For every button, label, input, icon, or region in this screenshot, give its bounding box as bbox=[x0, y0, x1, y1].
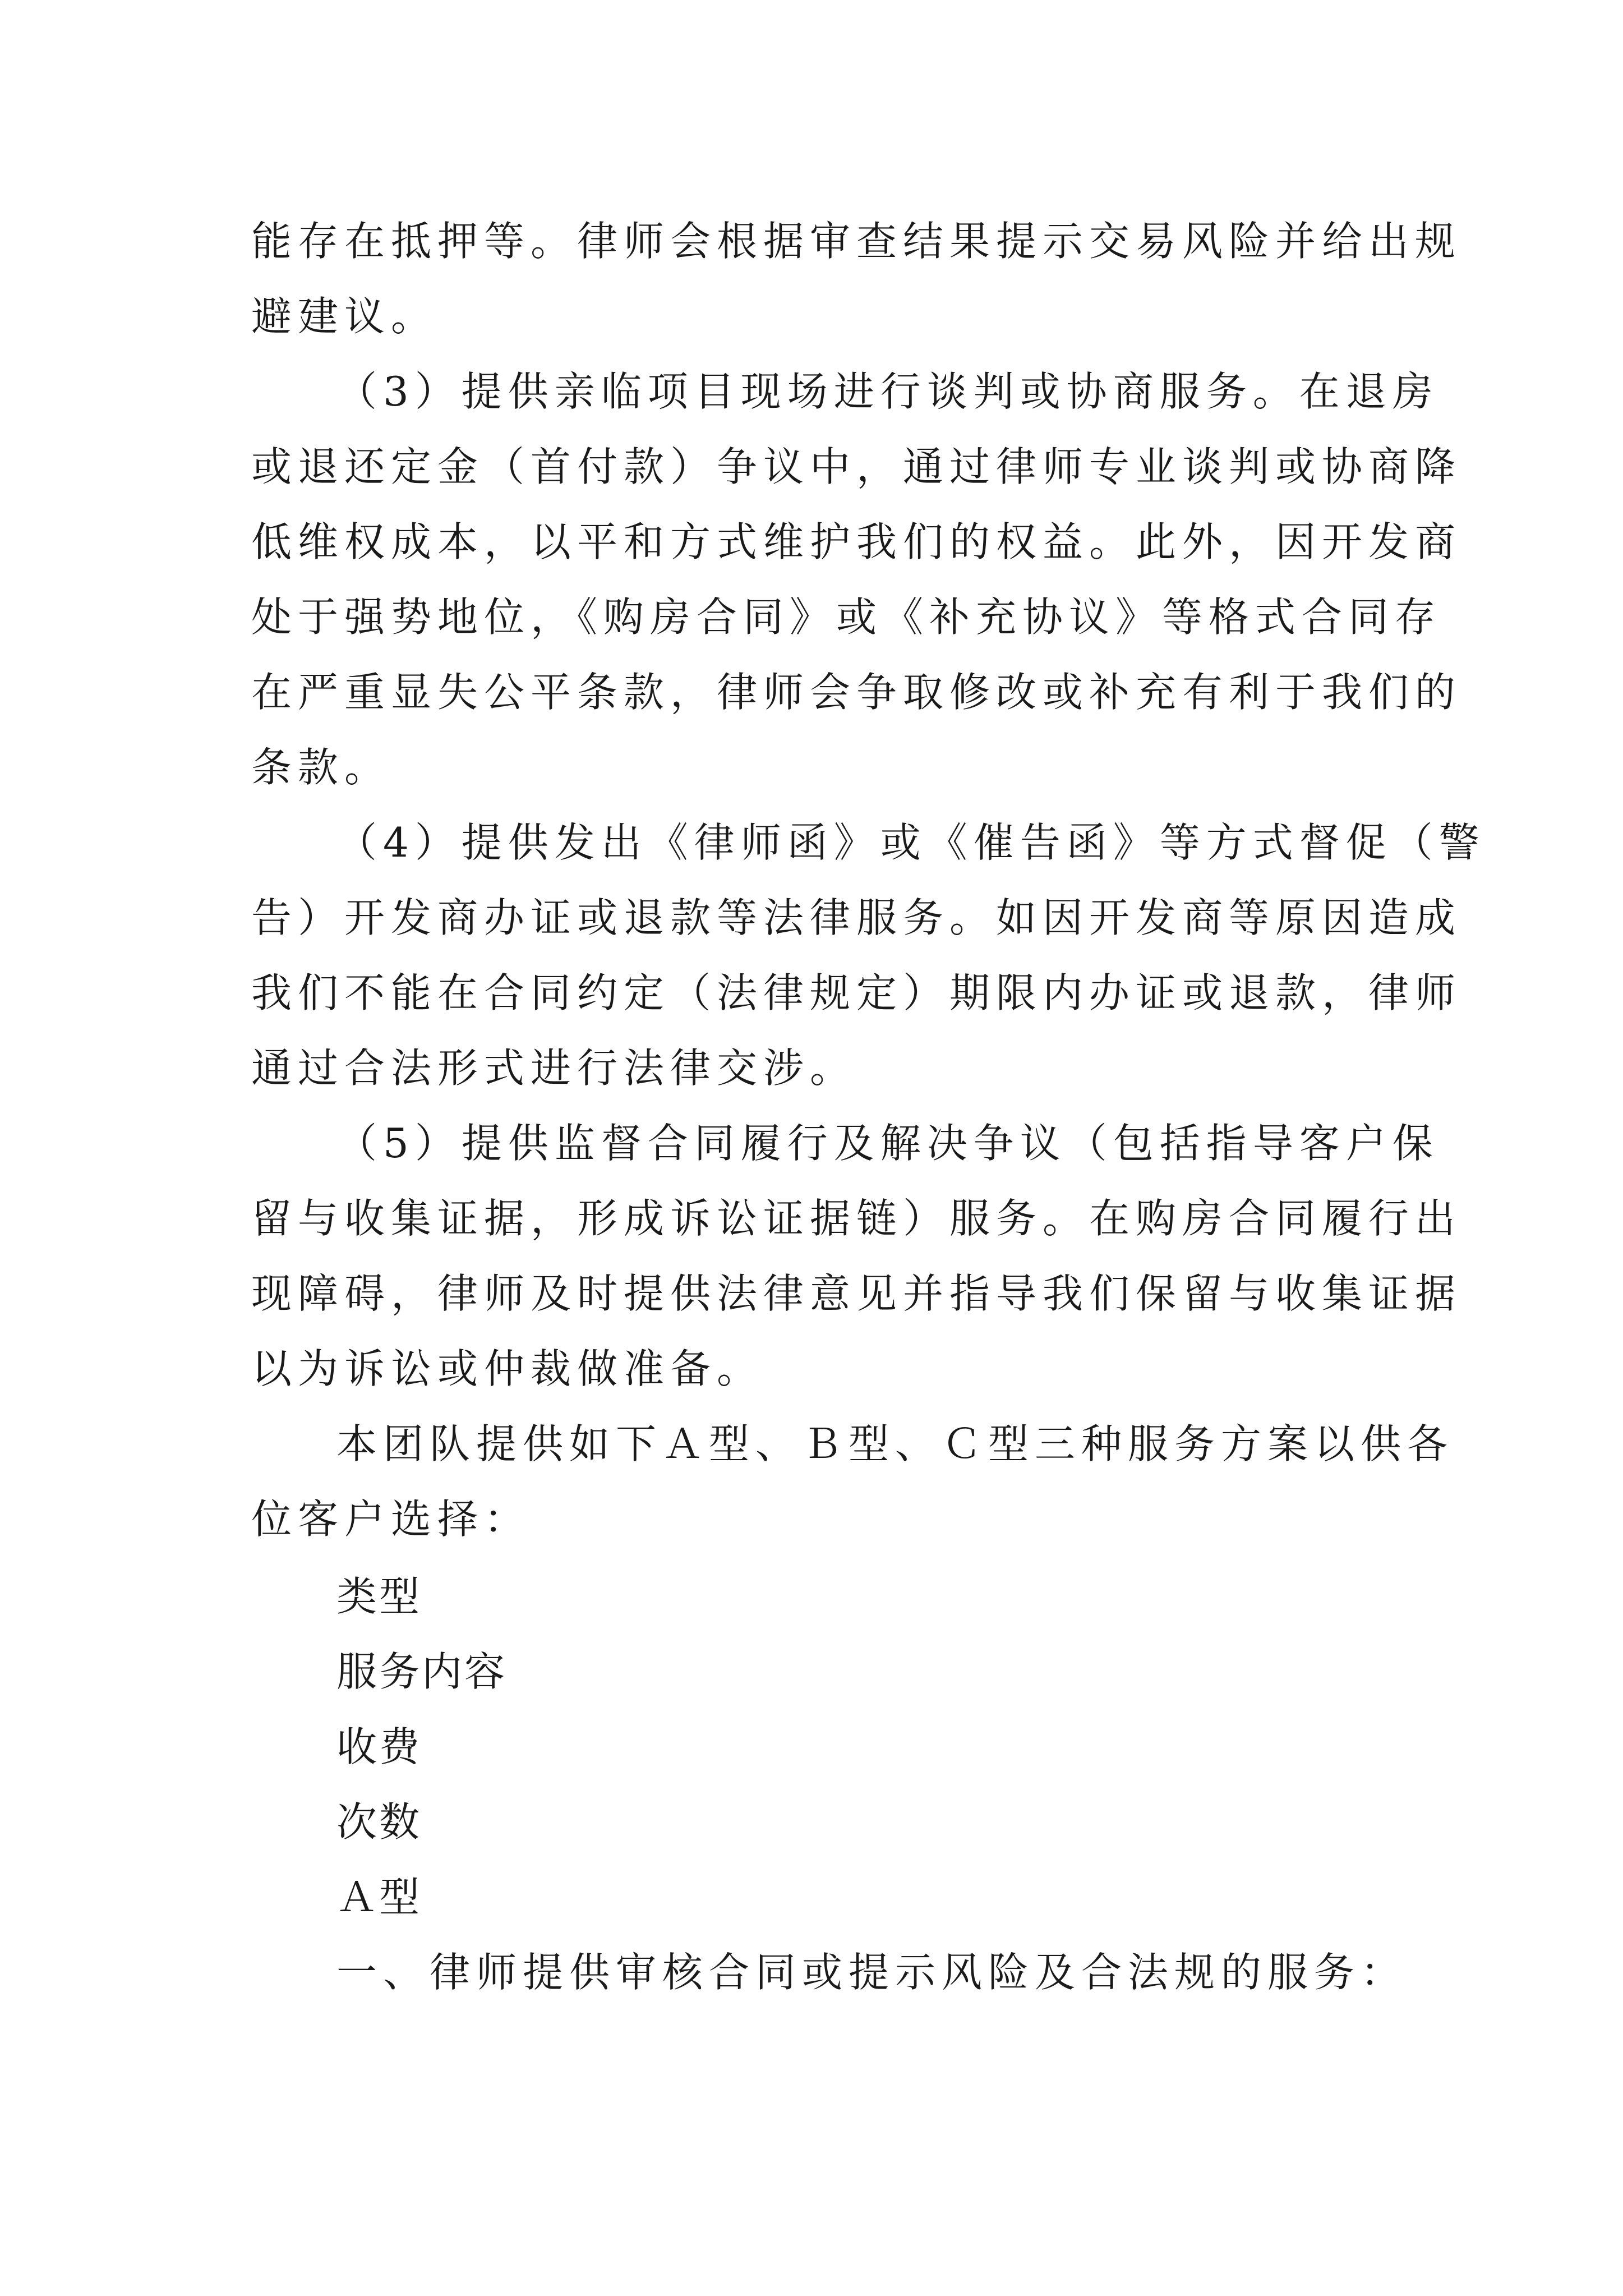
text-line: 通过合法形式进行法律交涉。 bbox=[251, 1045, 857, 1092]
table-cell-service-item: 一、律师提供审核合同或提示风险及合法规的服务： bbox=[336, 1949, 1408, 1996]
text-line: （4）提供发出《律师函》或《催告函》等方式督促（警 bbox=[336, 819, 1486, 866]
text-line: （5）提供监督合同履行及解决争议（包括指导客户保 bbox=[336, 1120, 1439, 1167]
table-header-count: 次数 bbox=[336, 1798, 422, 1846]
text-line: 条款。 bbox=[251, 744, 391, 791]
table-cell-type-a: Ａ型 bbox=[336, 1874, 422, 1921]
text-line: 现障碍，律师及时提供法律意见并指导我们保留与收集证据 bbox=[251, 1270, 1462, 1317]
text-line: （3）提供亲临项目现场进行谈判或协商服务。在退房 bbox=[336, 368, 1439, 415]
text-line: 能存在抵押等。律师会根据审查结果提示交易风险并给出规 bbox=[251, 218, 1462, 265]
text-line: 避建议。 bbox=[251, 293, 438, 340]
text-line: 本团队提供如下Ａ型、Ｂ型、Ｃ型三种服务方案以供各 bbox=[336, 1420, 1454, 1467]
text-line: 留与收集证据，形成诉讼证据链）服务。在购房合同履行出 bbox=[251, 1195, 1462, 1242]
text-line: 以为诉讼或仲裁做准备。 bbox=[251, 1345, 764, 1392]
text-line: 位客户选择： bbox=[251, 1496, 531, 1543]
table-header-type: 类型 bbox=[336, 1573, 422, 1620]
text-line: 我们不能在合同约定（法律规定）期限内办证或退款，律师 bbox=[251, 969, 1462, 1016]
text-line: 或退还定金（首付款）争议中，通过律师专业谈判或协商降 bbox=[251, 443, 1462, 490]
text-line: 在严重显失公平条款，律师会争取修改或补充有利于我们的 bbox=[251, 669, 1462, 716]
text-line: 低维权成本，以平和方式维护我们的权益。此外，因开发商 bbox=[251, 518, 1462, 565]
text-line: 告）开发商办证或退款等法律服务。如因开发商等原因造成 bbox=[251, 894, 1462, 941]
table-header-fee: 收费 bbox=[336, 1723, 422, 1770]
text-line: 处于强势地位，《购房合同》或《补充协议》等格式合同存 bbox=[251, 593, 1442, 641]
table-header-service-content: 服务内容 bbox=[336, 1648, 508, 1695]
